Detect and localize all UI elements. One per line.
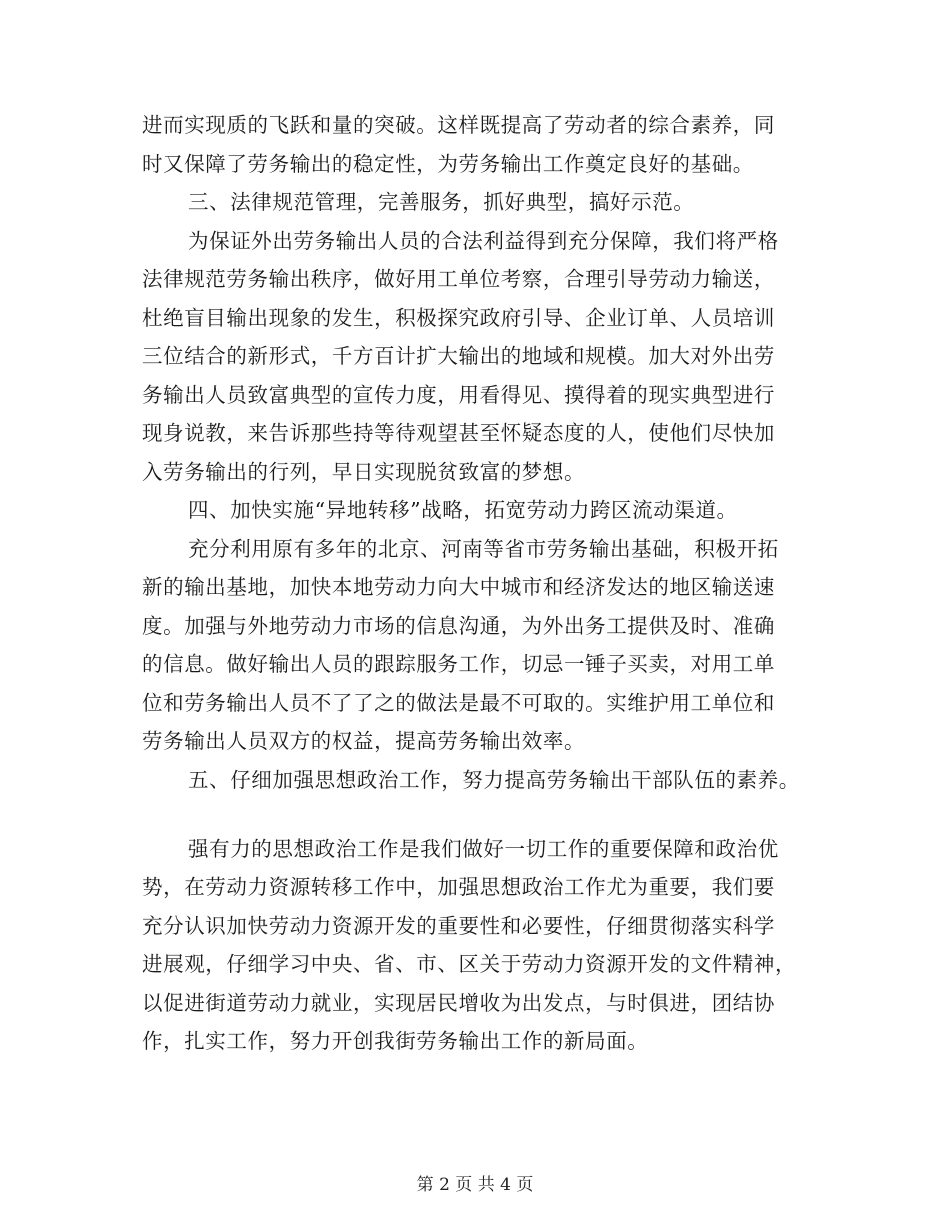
text-line: 充分认识加快劳动力资源开发的重要性和必要性，仔细贯彻落实科学 bbox=[142, 914, 775, 938]
text-line: 务输出人员致富典型的宣传力度，用看得见、摸得着的现实典型进行 bbox=[142, 383, 775, 407]
text-line: 势，在劳动力资源转移工作中，加强思想政治工作尤为重要，我们要 bbox=[142, 875, 775, 899]
text-line: 现身说教，来告诉那些持等待观望甚至怀疑态度的人，使他们尽快加 bbox=[142, 421, 775, 445]
text-line: 作，扎实工作，努力开创我街劳务输出工作的新局面。 bbox=[142, 1029, 649, 1053]
text-line: 时又保障了劳务输出的稳定性，为劳务输出工作奠定良好的基础。 bbox=[142, 152, 754, 176]
text-line: 位和劳务输出人员不了了之的做法是最不可取的。实维护用工单位和 bbox=[142, 691, 775, 715]
text-line: 入劳务输出的行列，早日实现脱贫致富的梦想。 bbox=[142, 460, 586, 484]
section-heading: 五、仔细加强思想政治工作，努力提高劳务输出干部队伍的素养。 bbox=[188, 768, 800, 792]
text-line: 以促进街道劳动力就业，实现居民增收为出发点，与时俱进，团结协 bbox=[142, 991, 775, 1015]
text-line: 充分利用原有多年的北京、河南等省市劳务输出基础，积极开拓 bbox=[188, 537, 779, 561]
section-heading: 四、加快实施“异地转移”战略，拓宽劳动力跨区流动渠道。 bbox=[188, 498, 738, 522]
text-line: 法律规范劳务输出秩序，做好用工单位考察，合理引导劳动力输送， bbox=[142, 267, 775, 291]
text-line: 度。加强与外地劳动力市场的信息沟通，为外出务工提供及时、准确 bbox=[142, 614, 775, 638]
text-line: 新的输出基地，加快本地劳动力向大中城市和经济发达的地区输送速 bbox=[142, 575, 775, 599]
text-line: 为保证外出劳务输出人员的合法利益得到充分保障，我们将严格 bbox=[188, 229, 779, 253]
text-line: 进而实现质的飞跃和量的突破。这样既提高了劳动者的综合素养，同 bbox=[142, 113, 775, 137]
text-line: 强有力的思想政治工作是我们做好一切工作的重要保障和政治优 bbox=[188, 837, 779, 861]
page-number-footer: 第 2 页 共 4 页 bbox=[416, 1175, 534, 1195]
section-heading: 三、法律规范管理，完善服务，抓好典型，搞好示范。 bbox=[188, 190, 695, 214]
text-line: 杜绝盲目输出现象的发生，积极探究政府引导、企业订单、人员培训 bbox=[142, 306, 775, 330]
text-line: 三位结合的新形式，千方百计扩大输出的地域和规模。加大对外出劳 bbox=[142, 344, 775, 368]
text-line: 的信息。做好输出人员的跟踪服务工作，切忌一锤子买卖，对用工单 bbox=[142, 652, 775, 676]
text-line: 进展观，仔细学习中央、省、市、区关于劳动力资源开发的文件精神， bbox=[142, 952, 797, 976]
text-line: 劳务输出人员双方的权益，提高劳务输出效率。 bbox=[142, 729, 586, 753]
